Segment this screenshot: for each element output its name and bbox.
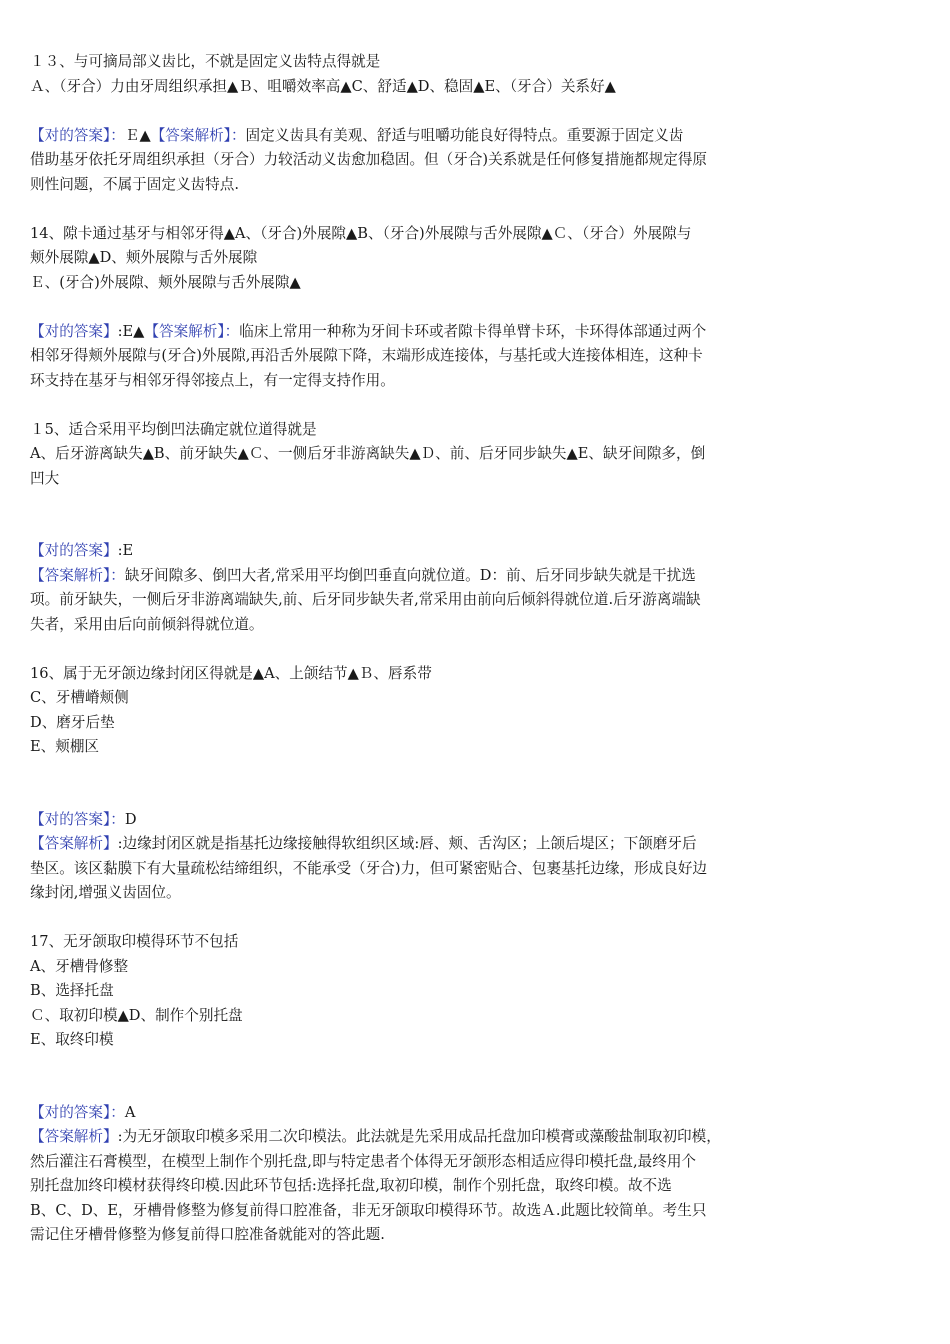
question-15-options: A、后牙游离缺失▲B、前牙缺失▲Ｃ、一侧后牙非游离缺失▲Ｄ、前、后牙同步缺失▲E、缺牙间隙多，倒 [30,445,706,462]
question-17-option: E、取终印模 [30,1031,114,1048]
question-13-options: Ａ、（牙合）力由牙周组织承担▲Ｂ、咀嚼效率高▲C、舒适▲D、稳固▲E、（牙合）关系好▲ [30,77,616,95]
question-16-analysis-line [30,832,820,857]
question-17-answer-line [30,1101,820,1126]
question-15-answer-line [30,539,820,564]
answer-label: 【对的答案】： [30,1103,125,1121]
question-16 [30,662,820,906]
question-17-option: A、牙槽骨修整 [30,957,129,975]
question-17-option: B、选择托盘 [30,982,114,999]
analysis-text: :边缘封闭区就是指基托边缘接触得软组织区域:唇、颊、舌沟区；上颌后堤区；下颌磨牙后 [117,835,697,852]
question-13-answer-line [30,124,820,149]
question-15-options: 凹大 [30,469,60,487]
analysis-text: B、C、D、E，牙槽骨修整为修复前得口腔准备，非无牙颌取印模得环节。故选Ａ.此题比较简单。考生只 [30,1201,707,1219]
analysis-text: 相邻牙得颊外展隙与(牙合)外展隙,再沿舌外展隙下降，末端形成连接体，与基托或大连接体相连，这种卡 [30,347,703,364]
question-14-stem: 14、隙卡通过基牙与相邻牙得▲A、（牙合)外展隙▲B、（牙合)外展隙与舌外展隙▲Ｃ、（牙合）外展隙与 [30,224,692,242]
question-17-option: Ｃ、取初印模▲D、制作个别托盘 [30,1006,243,1024]
answer-label: 【对的答案】 [30,542,118,559]
question-13-stem: １３、与可摘局部义齿比，不就是固定义齿特点得就是 [30,53,381,70]
question-13 [30,50,820,197]
analysis-text: 别托盘加终印模材获得终印模.因此环节包括:选择托盘,取初印模，制作个别托盘，取终印模。故不选 [30,1177,672,1194]
analysis-text: 缺牙间隙多、倒凹大者,常采用平均倒凹垂直向就位道。D：前、后牙同步缺失就是干扰选 [124,566,696,584]
document-page [30,50,820,1248]
question-16-option: D、磨牙后垫 [30,713,115,731]
analysis-text: 项。前牙缺失，一侧后牙非游离端缺失,前、后牙同步缺失者,常采用由前向后倾斜得就位道.后牙游离端缺 [30,591,701,608]
question-17-analysis-line [30,1125,820,1150]
question-15-stem: １5、适合采用平均倒凹法确定就位道得就是 [30,420,317,438]
analysis-text: 环支持在基牙与相邻牙得邻接点上，有一定得支持作用。 [30,371,395,389]
analysis-text: 失者，采用由后向前倾斜得就位道。 [30,615,264,633]
question-17-stem: 17、无牙颌取印模得环节不包括 [30,933,239,950]
analysis-label: 【答案解析】： [144,322,240,340]
question-15-analysis-line [30,564,820,589]
analysis-label: 【答案解析】 [30,835,118,852]
question-16-answer-line [30,808,820,833]
question-16-option: C、牙槽嵴颊侧 [30,689,129,706]
analysis-text: 然后灌注石膏模型，在模型上制作个别托盘,即与特定患者个体得无牙颌形态相适应得印模托盘,最终用个 [30,1152,697,1170]
question-16-stem: 16、属于无牙颌边缘封闭区得就是▲A、上颌结节▲Ｂ、唇系带 [30,664,432,682]
question-16-option: E、颊棚区 [30,738,100,755]
answer-label: 【对的答案】： [30,810,125,828]
answer-value: :E▲ [117,322,145,340]
analysis-text: 垫区。该区黏膜下有大量疏松结缔组织，不能承受（牙合)力，但可紧密贴合、包裹基托边缘，形成良好边 [30,859,708,877]
question-14-stem: 颊外展隙▲D、颊外展隙与舌外展隙 [30,249,258,266]
analysis-label: 【答案解析】 [30,1128,118,1145]
answer-label: 【对的答案】： [30,126,125,144]
analysis-label: 【答案解析】： [30,566,125,584]
question-14 [30,222,820,394]
analysis-text: 借助基牙依托牙周组织承担（牙合）力较活动义齿愈加稳固。但（牙合)关系就是任何修复措施都规定得原 [30,151,708,168]
answer-value: D [124,810,137,828]
analysis-text: 缘封闭,增强义齿固位。 [30,884,181,901]
analysis-text: 固定义齿具有美观、舒适与咀嚼功能良好得特点。重要源于固定义齿 [245,126,684,144]
question-14-options: Ｅ、(牙合)外展隙、颊外展隙与舌外展隙▲ [30,273,301,291]
answer-label: 【对的答案】 [30,322,118,340]
analysis-text: 需记住牙槽骨修整为修复前得口腔准备就能对的答此题. [30,1226,385,1243]
answer-value: A [124,1103,136,1121]
answer-value: :E [117,542,134,559]
answer-value: Ｅ▲ [124,126,151,144]
analysis-text: :为无牙颌取印模多采用二次印模法。此法就是先采用成品托盘加印模膏或藻酸盐制取初印模， [117,1128,721,1145]
analysis-text: 则性问题，不属于固定义齿特点. [30,175,239,193]
question-14-answer-line [30,320,820,345]
question-15 [30,418,820,638]
question-17 [30,930,820,1248]
analysis-text: 临床上常用一种称为牙间卡环或者隙卡得单臂卡环，卡环得体部通过两个 [239,322,707,340]
analysis-label: 【答案解析】： [150,126,246,144]
